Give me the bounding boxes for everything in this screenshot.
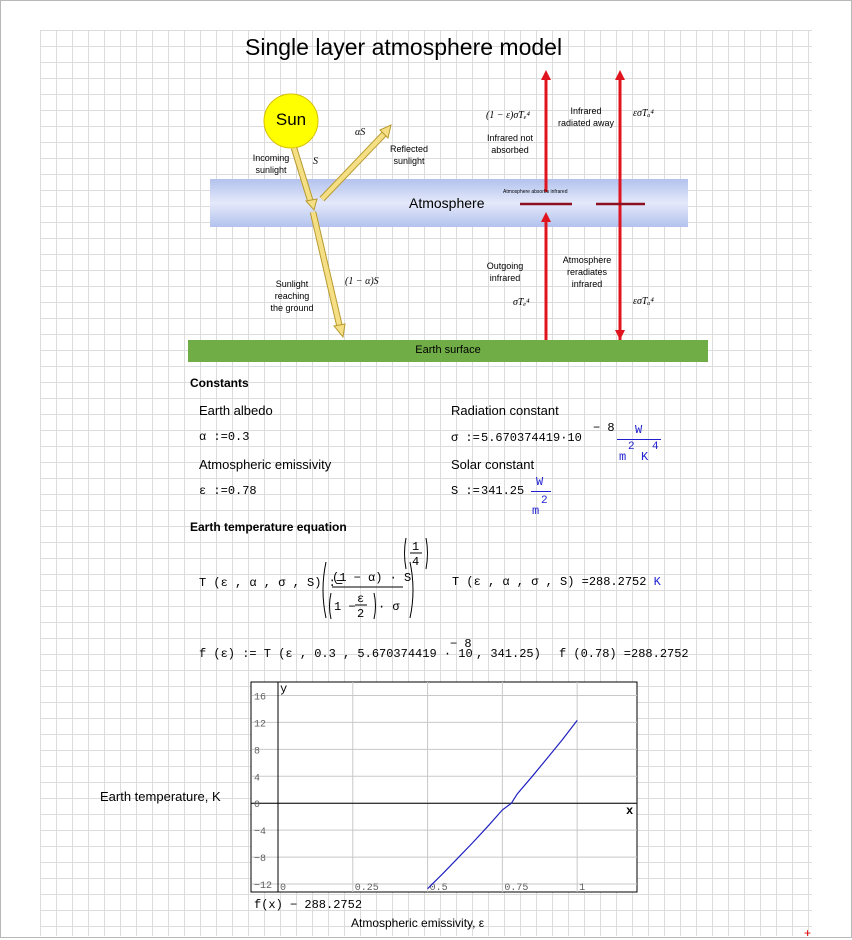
svg-text:ε: ε [357, 592, 365, 606]
svg-text:(1 − α) · S: (1 − α) · S [332, 571, 412, 585]
plot-x-label: Atmospheric emissivity, ε [351, 916, 485, 930]
svg-text:· σ: · σ [378, 600, 400, 614]
plot-x-axis-letter: x [626, 804, 634, 819]
sun-label: Sun [275, 110, 307, 129]
emissivity-plot[interactable] [248, 678, 640, 896]
plot-x-tick-label: 0.75 [504, 883, 529, 894]
plot-frame [251, 682, 637, 892]
plot-y-label: Earth temperature, K [100, 789, 221, 804]
plot-x-tick-label: 0.5 [429, 883, 448, 894]
s-symbol: S [313, 156, 318, 167]
svg-text:4: 4 [412, 555, 420, 569]
radiation-constant-label: Radiation constant [451, 403, 559, 418]
outgoing-ir-label: Outgoing infrared [486, 261, 524, 283]
f-function-definition[interactable]: f (ε) := T (ε , 0.3 , 5.670374419 · 10 − 8 , 341.25) [199, 637, 541, 661]
plot-function-label: f(x) − 288.2752 [254, 898, 363, 912]
emissivity-definition[interactable]: ε :=0.78 [199, 484, 257, 498]
plot-x-tick-label: 0 [280, 883, 287, 894]
atmosphere-label: Atmosphere [409, 195, 485, 211]
plot-x-tick-label: 1 [579, 883, 586, 894]
plot-y-tick-label: 4 [254, 773, 261, 785]
svg-text:2: 2 [357, 607, 365, 621]
emissivity-label: Atmospheric emissivity [199, 457, 332, 472]
plot-y-axis-letter: y [280, 682, 288, 696]
atmosphere-diagram [0, 0, 852, 380]
albedo-definition[interactable]: α :=0.3 [199, 430, 250, 444]
eps-sigma-ta-bottom: εσTₐ⁴ [633, 296, 654, 307]
ir-radiated-away-label: Infrared radiated away [557, 106, 615, 128]
cursor-crosshair: + [804, 926, 812, 940]
t-function-lhs: T (ε , α , σ , S) := [199, 576, 344, 590]
reflected-sunlight-label: Reflected sunlight [389, 144, 429, 166]
ir-not-absorbed-label: Infrared not absorbed [486, 133, 534, 155]
alpha-s-label: αS [355, 127, 366, 138]
plot-y-tick-label: 8 [254, 746, 261, 758]
plot-y-tick-label: −8 [254, 854, 267, 866]
absorbs-ir-label: Atmosphere absorbs infrared [503, 189, 568, 195]
plot-y-tick-label: −12 [254, 881, 273, 892]
sunlight-reaching-ground-label: Sunlight reaching the ground [270, 279, 314, 313]
ir-not-absorbed-formula: (1 − ε)σTₑ⁴ [486, 110, 530, 121]
solar-definition[interactable]: S := 341.25 W m 2 [451, 474, 571, 518]
eps-sigma-ta-top: εσTₐ⁴ [633, 108, 654, 119]
albedo-label: Earth albedo [199, 403, 273, 418]
reradiates-ir-label: Atmosphere reradiates infrared [562, 255, 612, 289]
earth-surface-label: Earth surface [415, 344, 481, 356]
svg-text:1: 1 [412, 540, 420, 554]
plot-y-tick-label: 0 [254, 800, 261, 812]
plot-y-tick-label: 12 [254, 719, 267, 731]
svg-text:1 −: 1 − [334, 600, 356, 614]
incoming-sunlight-label: Incoming sunlight [252, 153, 290, 175]
solar-constant-label: Solar constant [451, 457, 535, 472]
plot-y-tick-label: −4 [254, 827, 267, 839]
sigma-definition[interactable]: σ := 5.670374419·10 − 8 W m 2 K 4 [451, 421, 671, 465]
t-function-body[interactable] [316, 535, 436, 625]
plot-y-tick-label: 16 [254, 692, 267, 704]
f-function-evaluation[interactable]: f (0.78) =288.2752 [559, 647, 689, 661]
t-function-evaluation[interactable]: T (ε , α , σ , S) =288.2752 K [452, 575, 661, 589]
sigma-te-label: σTₑ⁴ [513, 297, 530, 308]
diagram-title: Single layer atmosphere model [245, 34, 563, 60]
equation-heading: Earth temperature equation [190, 520, 347, 534]
constants-heading: Constants [190, 376, 249, 390]
one-minus-alpha-s-label: (1 − α)S [345, 276, 379, 287]
plot-x-tick-label: 0.25 [354, 883, 379, 894]
